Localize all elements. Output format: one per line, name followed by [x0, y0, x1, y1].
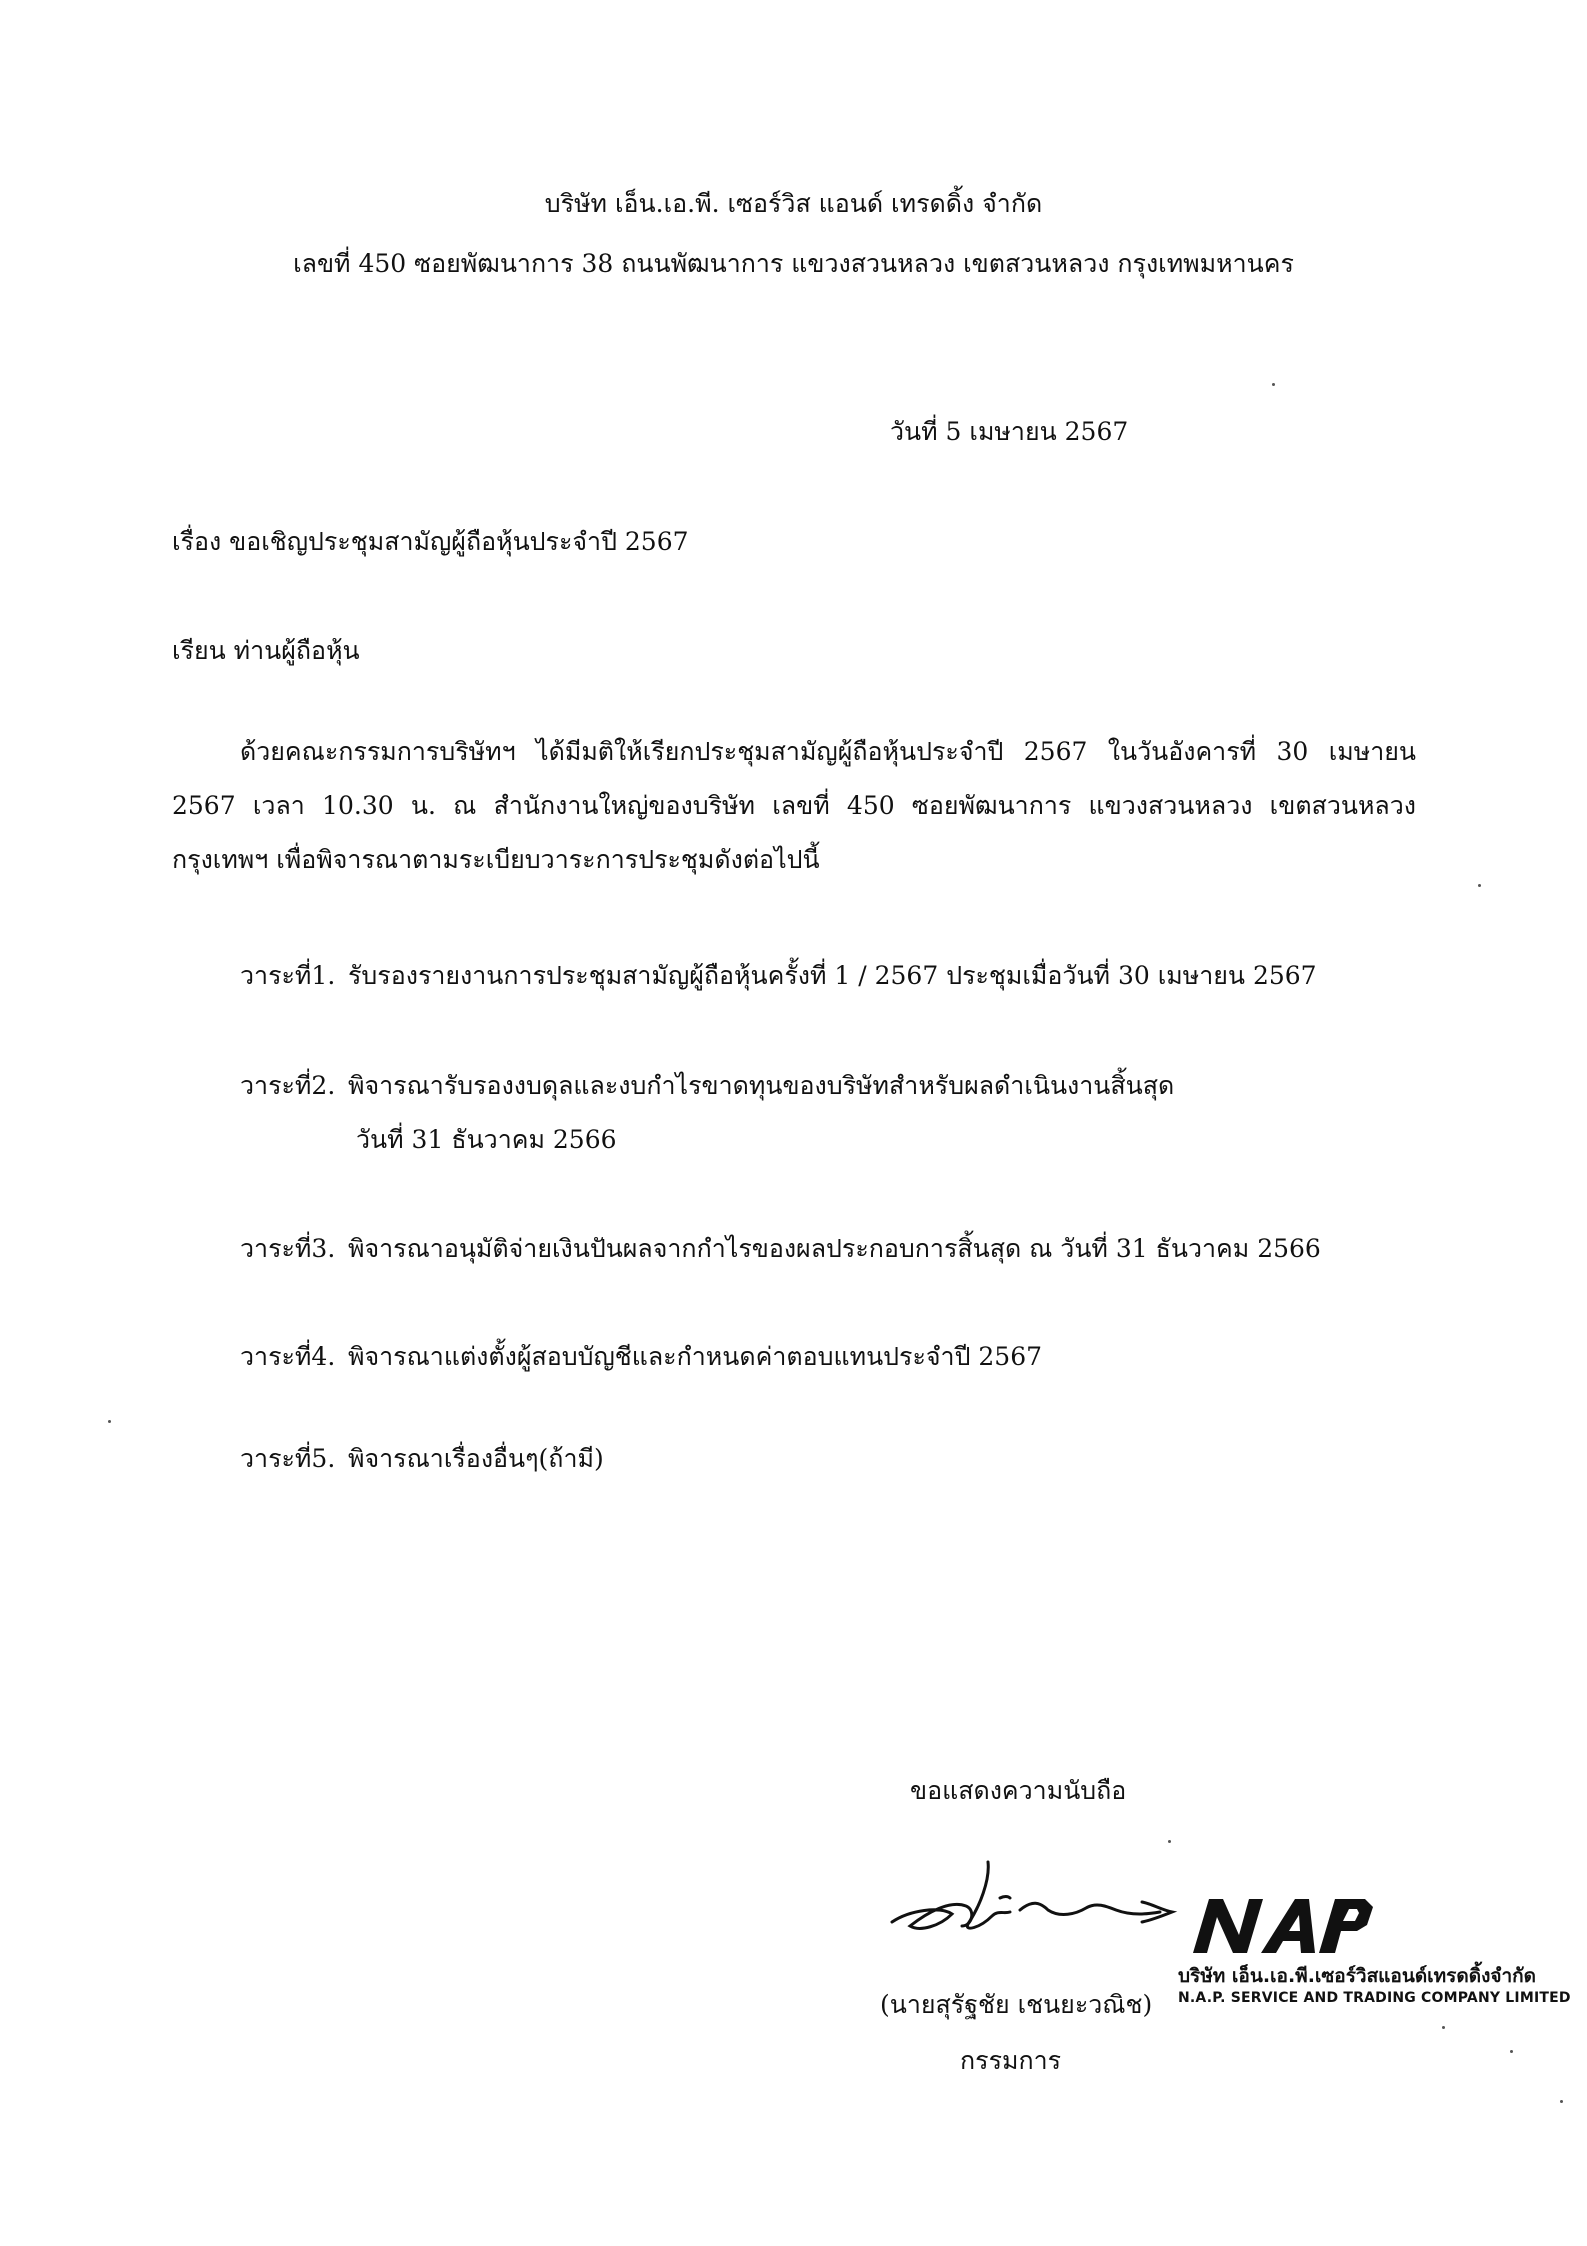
agenda-text: พิจารณาแต่งตั้งผู้สอบบัญชีและกำหนดค่าตอบแทนประจำปี 2567: [348, 1342, 1043, 1371]
company-logo-icon: [1183, 1895, 1375, 1957]
agenda-text: พิจารณารับรองงบดุลและงบกำไรขาดทุนของบริษัทสำหรับผลดำเนินงานสิ้นสุด: [348, 1071, 1175, 1100]
stamp-company-english: N.A.P. SERVICE AND TRADING COMPANY LIMITED: [1178, 1990, 1571, 2006]
handwritten-signature: [880, 1840, 1210, 1950]
agenda-label: วาระที่1.: [240, 961, 336, 990]
signatory-name: (นายสุรัฐชัย เชนยะวณิช): [880, 1990, 1153, 2019]
scan-speck: [108, 1420, 111, 1423]
agenda-label: วาระที่5.: [240, 1444, 336, 1473]
scan-speck: [1272, 383, 1275, 386]
body-paragraph: ด้วยคณะกรรมการบริษัทฯ ได้มีมติให้เรียกประชุมสามัญผู้ถือหุ้นประจำปี 2567 ในวันอังคารที่ 30 เมษายน 2567 เวลา 10.30 น. ณ สำนักงานใหญ่ของบริษัท เลขที่ 450 ซอยพัฒนาการ แขวงสวนหลวง เขตสวนหลวง กรุงเทพฯ เพื่อพิจารณาตามระเบียบวาระการประชุมดังต่อไปนี้: [172, 737, 1416, 874]
letter-salutation: เรียน ท่านผู้ถือหุ้น: [172, 636, 360, 665]
scan-speck: [1442, 2026, 1445, 2029]
scan-speck: [1560, 2100, 1563, 2103]
agenda-label: วาระที่4.: [240, 1342, 336, 1371]
agenda-text: รับรองรายงานการประชุมสามัญผู้ถือหุ้นครั้งที่ 1 / 2567 ประชุมเมื่อวันที่ 30 เมษายน 2567: [348, 961, 1317, 990]
scan-speck: [1510, 2050, 1513, 2053]
letter-subject: เรื่อง ขอเชิญประชุมสามัญผู้ถือหุ้นประจำปี 2567: [172, 527, 689, 556]
signatory-title: กรรมการ: [960, 2046, 1062, 2075]
scan-speck: [1478, 884, 1481, 887]
agenda-label: วาระที่3.: [240, 1234, 336, 1263]
agenda-text: พิจารณาเรื่องอื่นๆ(ถ้ามี): [348, 1444, 604, 1473]
scan-speck: [1168, 1840, 1171, 1843]
company-name-heading: บริษัท เอ็น.เอ.พี. เซอร์วิส แอนด์ เทรดดิ้ง จำกัด: [544, 189, 1043, 218]
agenda-label: วาระที่2.: [240, 1071, 336, 1100]
company-address: เลขที่ 450 ซอยพัฒนาการ 38 ถนนพัฒนาการ แขวงสวนหลวง เขตสวนหลวง กรุงเทพมหานคร: [293, 249, 1294, 278]
letter-date: วันที่ 5 เมษายน 2567: [890, 417, 1129, 446]
stamp-company-thai: บริษัท เอ็น.เอ.พี.เซอร์วิสแอนด์เทรดดิ้งจำกัด: [1178, 1965, 1536, 1987]
agenda-text-continued: วันที่ 31 ธันวาคม 2566: [356, 1125, 617, 1154]
closing-phrase: ขอแสดงความนับถือ: [910, 1776, 1127, 1805]
agenda-text: พิจารณาอนุมัติจ่ายเงินปันผลจากกำไรของผลประกอบการสิ้นสุด ณ วันที่ 31 ธันวาคม 2566: [348, 1234, 1321, 1263]
